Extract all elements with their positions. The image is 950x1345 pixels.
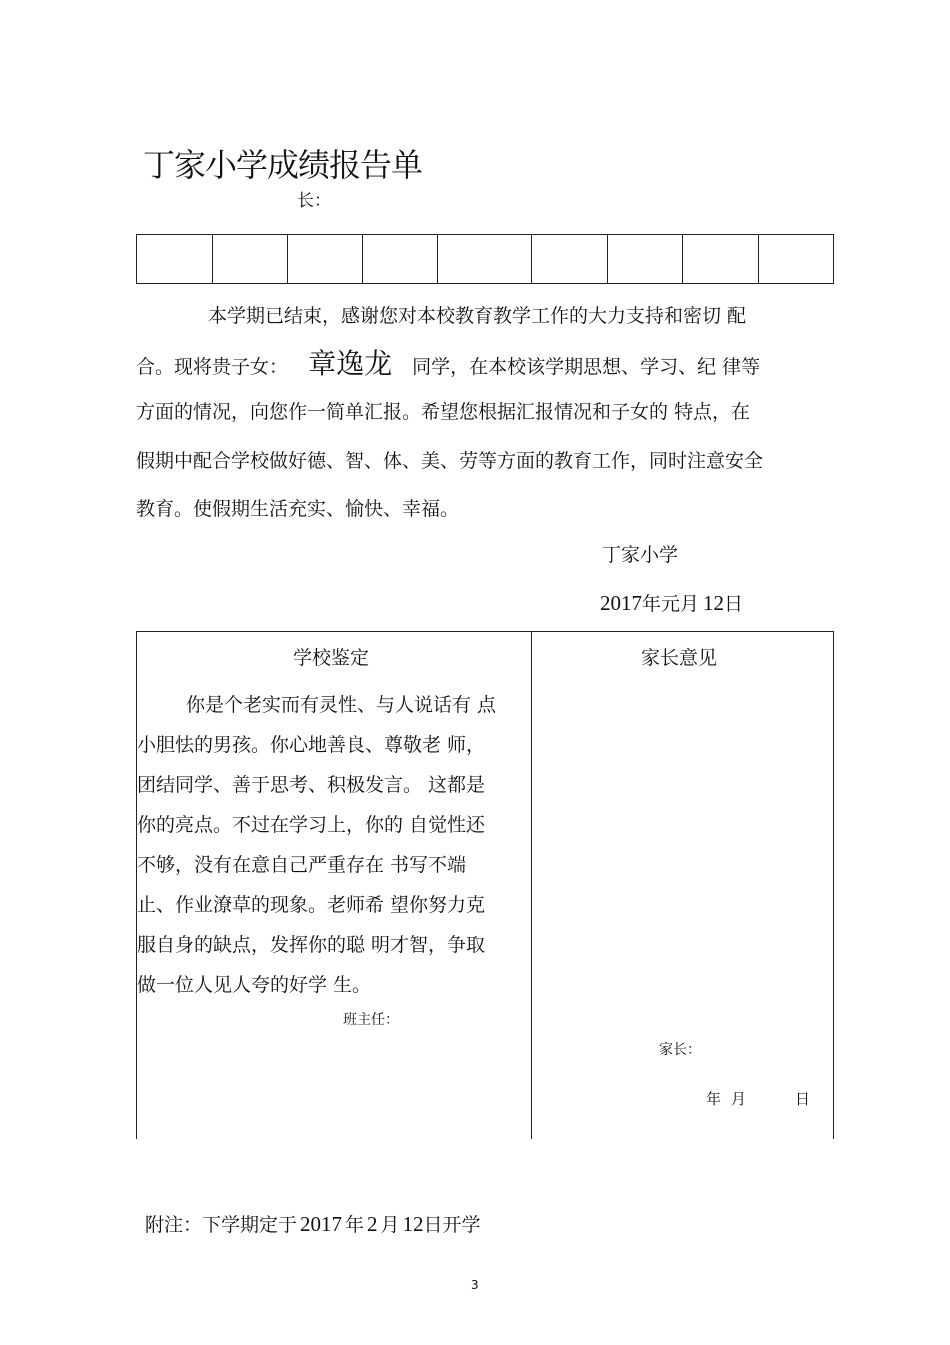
evaluation-line: 服自身的缺点，发挥你的聪 明才智，争取: [137, 934, 486, 956]
letter-line-3: 方面的情况，向您作一简单汇报。希望您根据汇报情况和子女的 特点，在: [136, 401, 751, 423]
page-number: 3: [471, 1278, 479, 1292]
parent-date-year-label: 年: [706, 1090, 722, 1108]
header-sub-label: 长：: [297, 191, 331, 211]
grid-cell: [288, 235, 363, 283]
footer-note-prefix: 附注：下学期定于: [145, 1214, 298, 1236]
student-name: 章逸龙: [308, 347, 393, 380]
school-evaluation-heading: 学校鉴定: [293, 647, 370, 669]
letter-date-day-unit: 日: [724, 593, 744, 615]
footer-note: [145, 1210, 481, 1237]
page-title: 丁家小学成绩报告单: [143, 146, 423, 184]
footer-note-month-unit: 月: [380, 1214, 400, 1236]
score-grid: [136, 234, 834, 284]
grid-cell: [213, 235, 288, 283]
footer-note-year-unit: 年: [345, 1214, 365, 1236]
letter-line-2-suffix: 同学，在本校该学期思想、学习、纪 律等: [412, 356, 761, 378]
evaluation-line: 做一位人见人夸的好学 生。: [137, 974, 372, 996]
letter-date: [600, 579, 743, 628]
grid-cell: [759, 235, 833, 283]
letter-line-2: [136, 340, 760, 391]
parent-opinion-heading: 家长意见: [641, 647, 718, 669]
letter-line-5: 教育。使假期生活充实、愉快、幸福。: [136, 498, 460, 520]
letter-line-1: 本学期已结束，感谢您对本校教育教学工作的大力支持和密切 配: [208, 305, 747, 327]
letter-date-year-unit: 年元月: [642, 593, 700, 615]
parent-opinion-box: [531, 631, 834, 1139]
parent-date-month-label: 月: [731, 1090, 747, 1108]
parent-label: 家长：: [659, 1042, 701, 1058]
grid-cell: [363, 235, 438, 283]
letter-line-4: 假期中配合学校做好德、智、体、美、劳等方面的教育工作，同时注意安全: [136, 450, 764, 472]
footer-note-year: 2017: [300, 1212, 343, 1236]
grid-cell: [137, 235, 213, 283]
evaluation-line: 你是个老实而有灵性、与人说话有 点: [186, 694, 497, 716]
evaluation-line: 小胆怯的男孩。你心地善良、尊敬老 师，: [137, 734, 486, 756]
grid-cell: [683, 235, 759, 283]
parent-date-day-label: 日: [795, 1090, 811, 1108]
evaluation-line: 你的亮点。不过在学习上，你的 自觉性还: [137, 814, 486, 836]
evaluation-line: 止、作业潦草的现象。老师希 望你努力克: [137, 894, 486, 916]
grid-cell: [532, 235, 608, 283]
footer-note-suffix: 日开学: [423, 1214, 481, 1236]
school-signature: 丁家小学: [602, 544, 679, 566]
grid-cell: [608, 235, 683, 283]
letter-date-day: 12: [703, 591, 725, 615]
teacher-label: 班主任：: [343, 1012, 399, 1028]
letter-line-2-prefix: 合。现将贵子女：: [136, 356, 289, 378]
footer-note-day: 12: [402, 1212, 424, 1236]
grid-cell: [438, 235, 532, 283]
letter-date-year: 2017: [600, 591, 642, 615]
evaluation-line: 不够，没有在意自己严重存在 书写不端: [137, 854, 467, 876]
evaluation-line: 团结同学、善于思考、积极发言。 这都是: [137, 774, 486, 796]
footer-note-month: 2: [367, 1212, 378, 1236]
